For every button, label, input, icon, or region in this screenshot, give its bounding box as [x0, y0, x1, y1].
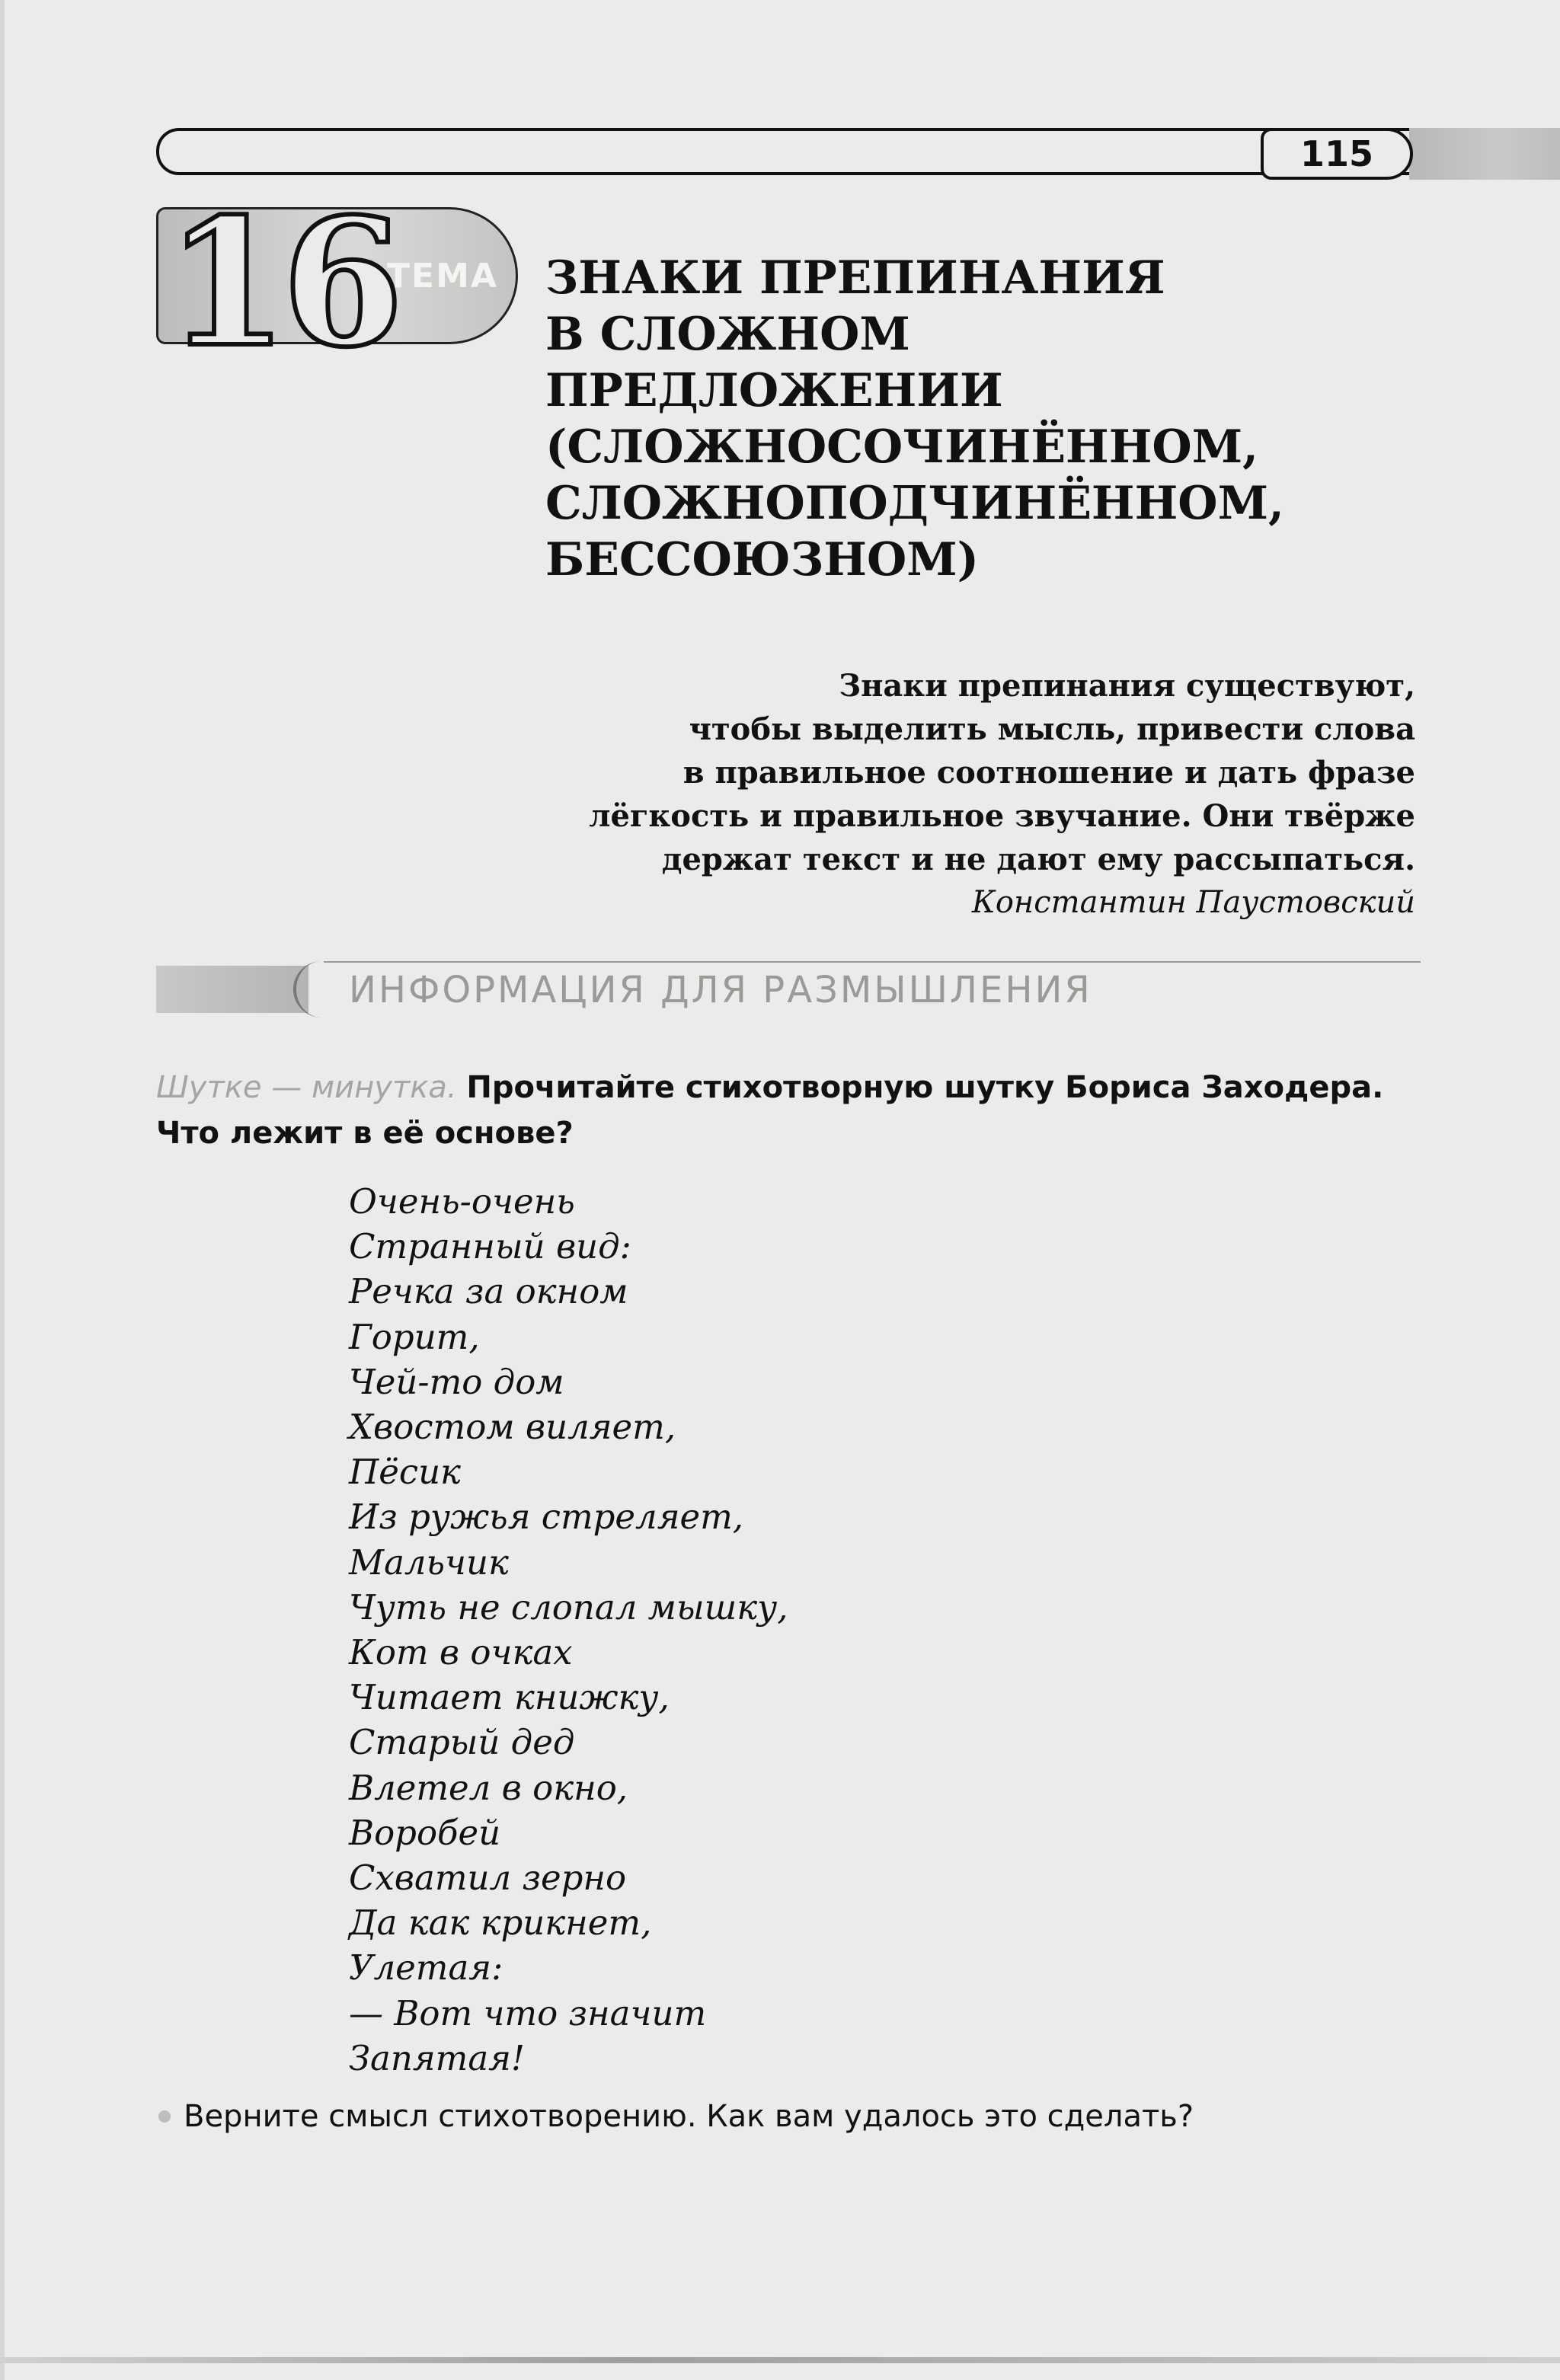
task-lead: Шутке — минутка.: [156, 1070, 457, 1105]
poem-line: Мальчик: [349, 1541, 509, 1583]
poem-line: Очень-очень: [349, 1181, 575, 1222]
poem-line: Хвостом виляет,: [349, 1407, 676, 1448]
poem-line: Улетая:: [349, 1947, 503, 1989]
task-instruction: Прочитайте стихотворную шутку Бориса Заходера. Что лежит в её основе?: [156, 1070, 1384, 1151]
page-number: 115: [1261, 128, 1413, 180]
poem-line: Запятая!: [349, 2037, 526, 2078]
poem-line: Схватил зерно: [349, 1858, 627, 1899]
poem-line: Из ружья стреляет,: [349, 1497, 744, 1538]
epigraph-line: лёгкость и правильное звучание. Они твёрже: [589, 798, 1415, 834]
poem-line: Старый дед: [349, 1722, 575, 1763]
section-header-rule: [324, 961, 1421, 963]
epigraph-line: держат текст и не дают ему рассыпаться.: [661, 842, 1415, 877]
poem-line: Чуть не слопал мышку,: [349, 1586, 788, 1628]
topic-number: 16: [166, 180, 398, 386]
task-paragraph: [156, 1065, 1421, 1156]
section-header-strip: [156, 966, 308, 1013]
page-title: [545, 250, 1459, 588]
poem-line: Воробей: [349, 1812, 501, 1853]
title-line: ЗНАКИ ПРЕПИНАНИЯ: [545, 251, 1165, 305]
poem-line: — Вот что значит: [349, 1992, 707, 2033]
page-left-edge: [0, 0, 5, 2380]
epigraph-line: Знаки препинания существуют,: [839, 668, 1415, 704]
poem-line: Речка за окном: [349, 1271, 628, 1312]
epigraph: [425, 664, 1415, 925]
header-bar: [156, 128, 1417, 175]
poem: [349, 1179, 788, 2081]
question-text: Верните смысл стихотворению. Как вам удалось это сделать?: [184, 2099, 1194, 2134]
question-item: [156, 2099, 1194, 2134]
title-line: В СЛОЖНОМ: [545, 308, 910, 361]
poem-line: Влетел в окно,: [349, 1767, 628, 1808]
epigraph-line: в правильное соотношение и дать фразе: [682, 755, 1415, 791]
header-gray-strip: [1409, 128, 1560, 180]
title-line: (СЛОЖНОСОЧИНЁННОМ,: [545, 420, 1259, 474]
poem-line: Кот в очках: [349, 1632, 573, 1673]
page-bottom-edge: [0, 2357, 1560, 2363]
epigraph-author: Константин Паустовский: [971, 885, 1415, 920]
topic-label: ТЕМА: [387, 257, 498, 296]
poem-line: Горит,: [349, 1316, 480, 1357]
poem-line: Да как крикнет,: [349, 1902, 652, 1944]
poem-line: Чей-то дом: [349, 1361, 564, 1402]
title-line: ПРЕДЛОЖЕНИИ: [545, 364, 1003, 417]
section-title: ИНФОРМАЦИЯ ДЛЯ РАЗМЫШЛЕНИЯ: [349, 969, 1092, 1011]
epigraph-line: чтобы выделить мысль, привести слова: [689, 711, 1415, 747]
poem-line: Странный вид:: [349, 1226, 631, 1267]
poem-line: Читает книжку,: [349, 1677, 670, 1718]
title-line: БЕССОЮЗНОМ): [545, 533, 980, 586]
poem-line: Пёсик: [349, 1452, 461, 1493]
title-line: СЛОЖНОПОДЧИНЁННОМ,: [545, 477, 1284, 530]
question-bullet-icon: [156, 2108, 173, 2125]
